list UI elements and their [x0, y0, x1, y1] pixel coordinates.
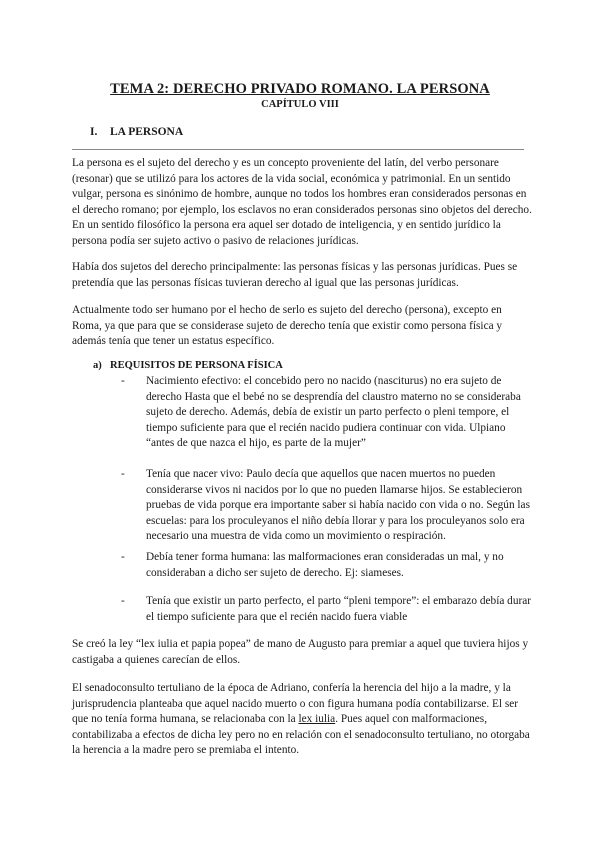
paragraph-lex-iulia: Se creó la ley “lex iulia et papia popea” de mano de Augusto para premiar a aquel que tuviera hijos y castigaba a quienes carecían de ellos.: [72, 638, 529, 666]
subsection-number: a): [93, 360, 102, 371]
paragraph-text-start: El senadoconsulto tertuliano de la época de Adriano, confería la herencia del hijo a la madre, y la jurisprudencia planteaba que aquel nacido muerto o con figura humana podía contabilizarse. El ser que no tenía forma humana, se relacionaba con la: [72, 682, 519, 726]
list-item-text: Tenía que nacer vivo: Paulo decía que aquellos que nacen muertos no pueden considerarse vivos ni nacidos por lo que no pueden llamarse hijos. Se establecieron pruebas de vida porque era importante saber si había nacido con vida o no. Según las escuelas: para los proculeyanos el niño debía llorar y para los proculeyanos solo era necesario una muestra de vida como un movimiento o respiración.: [146, 468, 530, 543]
section-title: LA PERSONA: [110, 126, 184, 138]
paragraph-subjects: Había dos sujetos del derecho principalmente: las personas físicas y las personas jurídicas. Pues se pretendía que las personas físicas tuvieran derecho al igual que las personas jurídicas.: [72, 261, 518, 289]
list-item-text: Debía tener forma humana: las malformaciones eran consideradas un mal, y no consideraban a dicho ser sujeto de derecho. Ej: siameses.: [146, 551, 504, 579]
paragraph-text-end: . Pues aquel con malformaciones, contabilizaba a efectos de dicha ley pero no en relación con el senadoconsulto tertuliano, no otorgaba la herencia a la madre pero se premiaba el intento.: [72, 713, 530, 757]
subsection-heading: [93, 360, 283, 371]
list-bullet: -: [121, 551, 125, 563]
list-bullet: -: [121, 375, 125, 387]
section-divider: [72, 149, 524, 150]
paragraph-senadoconsulto: [72, 681, 532, 759]
section-heading: [90, 126, 183, 138]
section-number: I.: [90, 126, 98, 138]
list-bullet: -: [121, 468, 125, 480]
subsection-title: REQUISITOS DE PERSONA FÍSICA: [110, 360, 283, 371]
paragraph-definition: La persona es el sujeto del derecho y es un concepto proveniente del latín, del verbo personare (resonar) que se utilizó para los actores de la vida social, económica y patrimonial. En un sentido vulgar, persona es sinónimo de hombre, aunque no todos los hombres eran considerados personas en el derecho romano; por ejemplo, los esclavos no eran considerados personas sino objetos del derecho. En un sentido filosófico la persona era aquel ser dotado de inteligencia, y en sentido jurídico la persona podía ser sujeto activo o pasivo de relaciones jurídicas.: [72, 157, 532, 247]
paragraph-current: Actualmente todo ser humano por el hecho de serlo es sujeto del derecho (persona), excepto en Roma, ya que para que se considerase sujeto de derecho tenía que existir como persona física y además tenía que tener un estatus específico.: [72, 304, 503, 348]
document-title: TEMA 2: DERECHO PRIVADO ROMANO. LA PERSONA: [110, 81, 490, 97]
list-bullet: -: [121, 595, 125, 607]
list-item-text: Tenía que existir un parto perfecto, el parto “pleni tempore”: el embarazo debía durar el tiempo suficiente para que el recién nacido fuera viable: [146, 595, 532, 623]
lex-iulia-reference: lex iulia: [298, 713, 336, 726]
chapter-label: CAPÍTULO VIII: [261, 99, 339, 110]
list-item-text: Nacimiento efectivo: el concebido pero no nacido (nasciturus) no era sujeto de derecho Hasta que el bebé no se desprendía del claustro materno no se consideraba sujeto de derecho. Además, debía de existir un parto perfecto o pleni tempore, el tiempo suficiente para que el recién nacido pudiera continuar con vida. Ulpiano “antes de que nazca el hijo, es parte de la mujer”: [146, 375, 521, 450]
